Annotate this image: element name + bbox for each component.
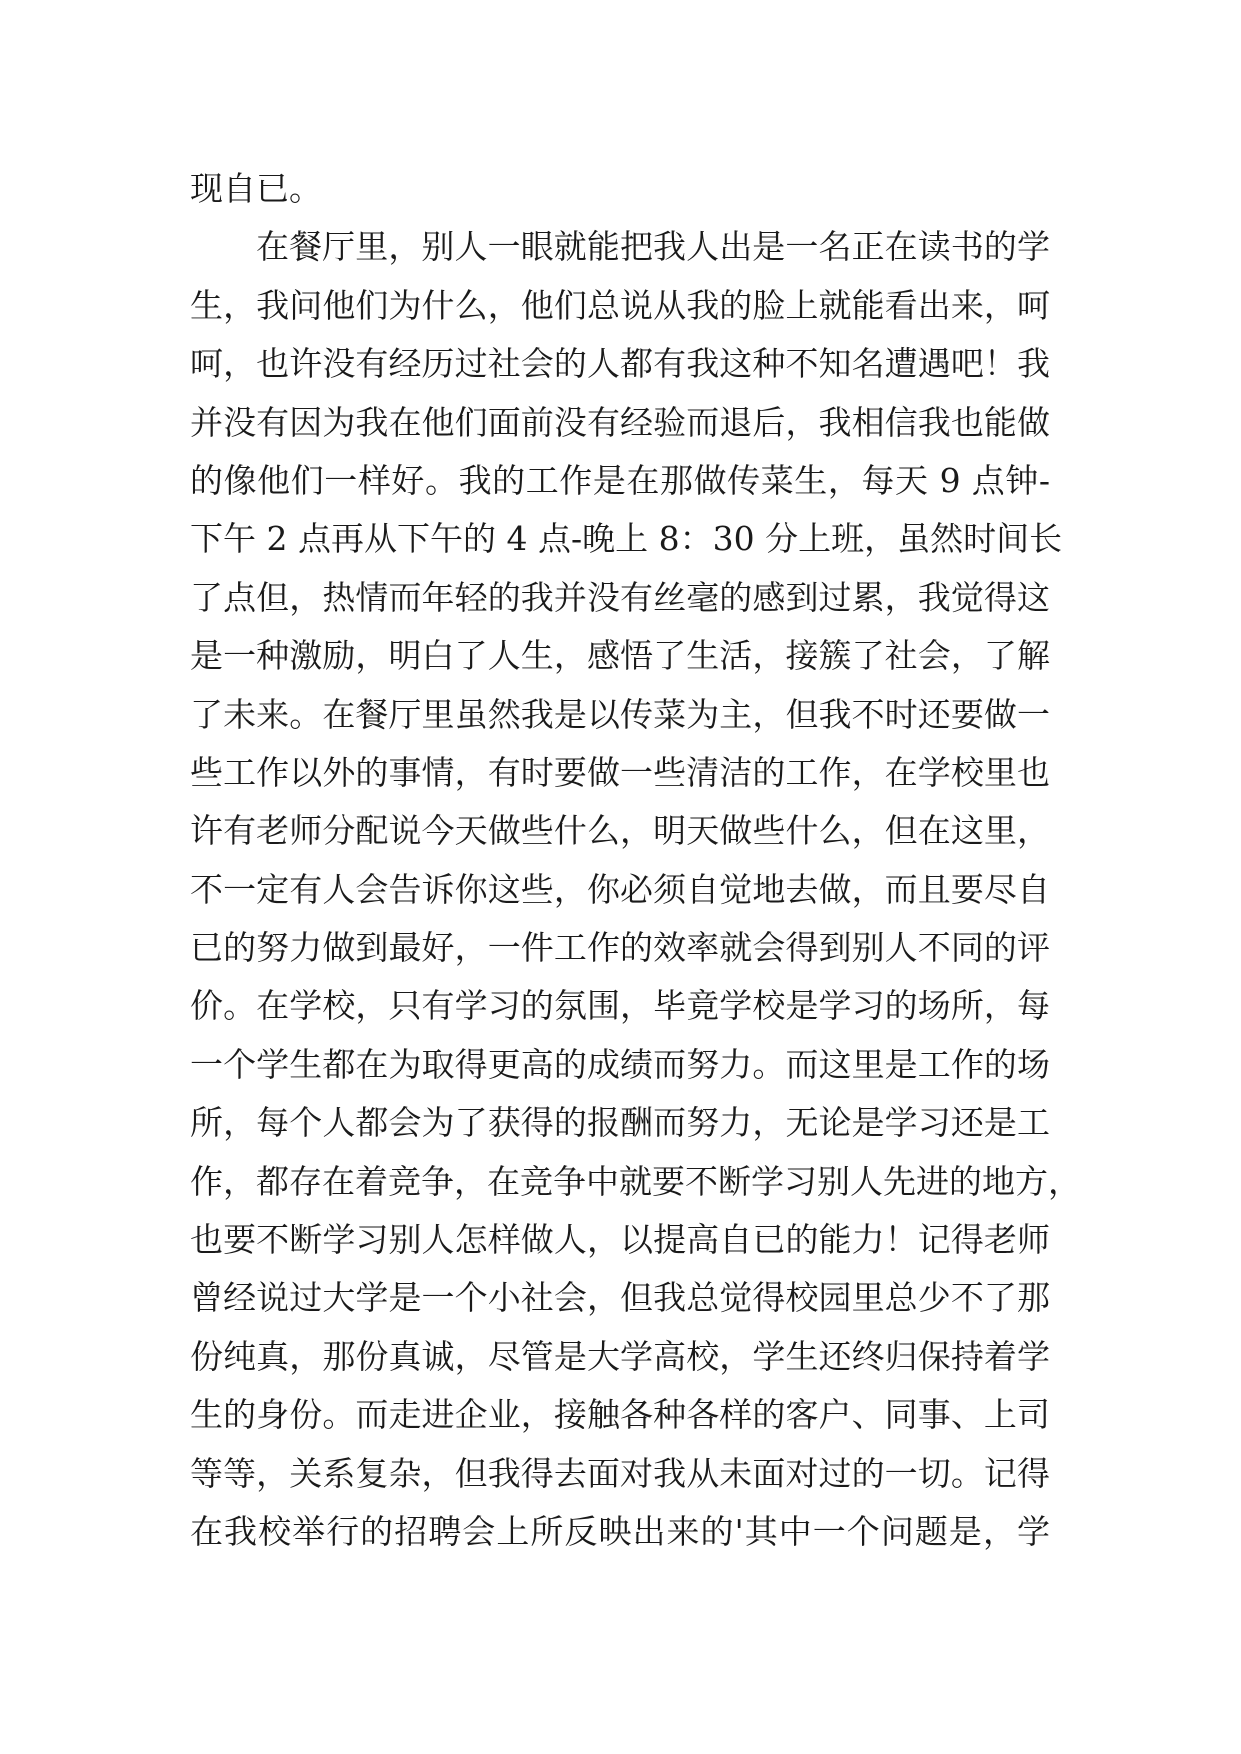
text-line: 在餐厅里，别人一眼就能把我人出是一名正在读书的学 — [256, 227, 1050, 267]
text-line: 并没有因为我在他们面前没有经验而退后，我相信我也能做 — [190, 402, 1050, 442]
text-line: 已的努力做到最好，一件工作的效率就会得到别人不同的评 — [190, 928, 1050, 968]
text-line: 下午 2 点再从下午的 4 点-晚上 8：30 分上班，虽然时间长 — [190, 519, 1063, 559]
text-line: 份纯真，那份真诚，尽管是大学高校，学生还终归保持着学 — [190, 1336, 1050, 1376]
text-line: 不一定有人会告诉你这些，你必须自觉地去做，而且要尽自 — [190, 869, 1050, 909]
text-line: 的像他们一样好。我的工作是在那做传菜生，每天 9 点钟- — [190, 460, 1050, 500]
text-line: 了点但，热情而年轻的我并没有丝毫的感到过累，我觉得这 — [190, 577, 1050, 617]
text-line: 价。在学校，只有学习的氛围，毕竟学校是学习的场所，每 — [190, 986, 1050, 1026]
text-line: 一个学生都在为取得更高的成绩而努力。而这里是工作的场 — [190, 1044, 1050, 1084]
text-line: 现自已。 — [190, 169, 322, 208]
text-line: 生，我问他们为什么，他们总说从我的脸上就能看出来，呵 — [190, 285, 1050, 325]
text-line: 呵，也许没有经历过社会的人都有我这种不知名遭遇吧！我 — [190, 344, 1050, 384]
text-line: 许有老师分配说今天做些什么，明天做些什么，但在这里， — [190, 811, 1050, 851]
text-line: 在我校举行的招聘会上所反映出来的'其中一个问题是，学 — [190, 1511, 1050, 1551]
text-line: 作，都存在着竞争，在竞争中就要不断学习别人先进的地方， — [190, 1161, 1081, 1201]
body-text — [190, 160, 1081, 1561]
text-line: 是一种激励，明白了人生，感悟了生活，接簇了社会，了解 — [190, 636, 1050, 676]
text-line: 等等，关系复杂，但我得去面对我从未面对过的一切。记得 — [190, 1453, 1050, 1493]
text-line: 曾经说过大学是一个小社会，但我总觉得校园里总少不了那 — [190, 1278, 1050, 1318]
text-line: 了未来。在餐厅里虽然我是以传菜为主，但我不时还要做一 — [190, 694, 1050, 734]
text-line: 生的身份。而走进企业，接触各种各样的客户、同事、上司 — [190, 1395, 1050, 1435]
text-line: 些工作以外的事情，有时要做一些清洁的工作，在学校里也 — [190, 752, 1050, 792]
text-line: 所，每个人都会为了获得的报酬而努力，无论是学习还是工 — [190, 1103, 1050, 1143]
text-line: 也要不断学习别人怎样做人，以提高自已的能力！记得老师 — [190, 1220, 1050, 1260]
